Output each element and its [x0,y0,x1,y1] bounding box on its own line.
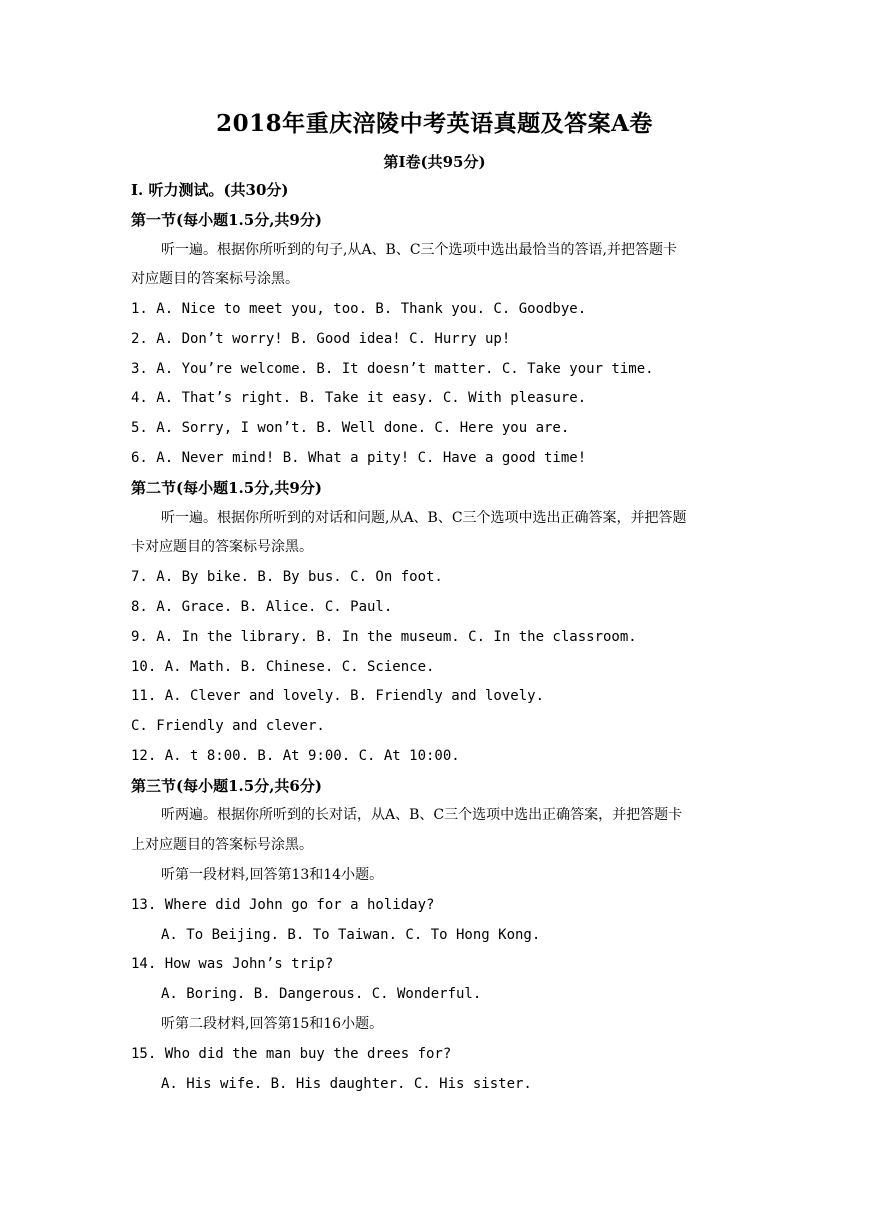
question-11-option-c: C. Friendly and clever. [131,718,325,734]
question-5: 5. A. Sorry, I won’t. B. Well done. C. Here you are. [131,420,570,436]
material-2-note: 听第二段材料,回答第15和16小题。 [161,1016,384,1032]
question-15-options: A. His wife. B. His daughter. C. His sister. [161,1076,532,1092]
question-10: 10. A. Math. B. Chinese. C. Science. [131,659,435,675]
part1-heading: Ⅰ. 听力测试。(共30分) [131,181,289,199]
question-8: 8. A. Grace. B. Alice. C. Paul. [131,599,393,615]
section1-instruction-line2: 对应题目的答案标号涂黑。 [131,271,299,287]
question-3: 3. A. You’re welcome. B. It doesn’t matter. C. Take your time. [131,361,654,377]
material-1-note: 听第一段材料,回答第13和14小题。 [161,867,384,883]
section1-instruction-line1: 听一遍。根据你所听到的句子,从A、B、C三个选项中选出最恰当的答语,并把答题卡 [161,242,678,258]
section2-instruction-line1: 听一遍。根据你所听到的对话和问题,从A、B、C三个选项中选出正确答案，并把答题 [161,510,687,526]
question-14-options: A. Boring. B. Dangerous. C. Wonderful. [161,986,482,1002]
section3-heading: 第三节(每小题1.5分,共6分) [131,777,322,795]
section3-instruction-line1: 听两遍。根据你所听到的长对话，从A、B、C三个选项中选出正确答案，并把答题卡 [161,807,683,823]
question-13-options: A. To Beijing. B. To Taiwan. C. To Hong Kong. [161,927,541,943]
question-6: 6. A. Never mind! B. What a pity! C. Have a good time! [131,450,587,466]
paper-subtitle: 第Ⅰ卷(共95分) [383,153,486,171]
question-9: 9. A. In the library. B. In the museum. C. In the classroom. [131,629,637,645]
section2-instruction-line2: 卡对应题目的答案标号涂黑。 [131,539,313,555]
question-1: 1. A. Nice to meet you, too. B. Thank you. C. Goodbye. [131,301,587,317]
question-4: 4. A. That’s right. B. Take it easy. C. With pleasure. [131,390,587,406]
question-11: 11. A. Clever and lovely. B. Friendly and lovely. [131,688,545,704]
section3-instruction-line2: 上对应题目的答案标号涂黑。 [131,837,313,853]
question-12: 12. A. t 8:00. B. At 9:00. C. At 10:00. [131,748,460,764]
document-title: 2018年重庆涪陵中考英语真题及答案A卷 [216,110,653,137]
question-14: 14. How was John’s trip? [131,956,334,972]
question-15: 15. Who did the man buy the drees for? [131,1046,452,1062]
question-7: 7. A. By bike. B. By bus. C. On foot. [131,569,443,585]
section2-heading: 第二节(每小题1.5分,共9分) [131,479,322,497]
question-2: 2. A. Don’t worry! B. Good idea! C. Hurry up! [131,331,511,347]
question-13: 13. Where did John go for a holiday? [131,897,435,913]
section1-heading: 第一节(每小题1.5分,共9分) [131,211,322,229]
